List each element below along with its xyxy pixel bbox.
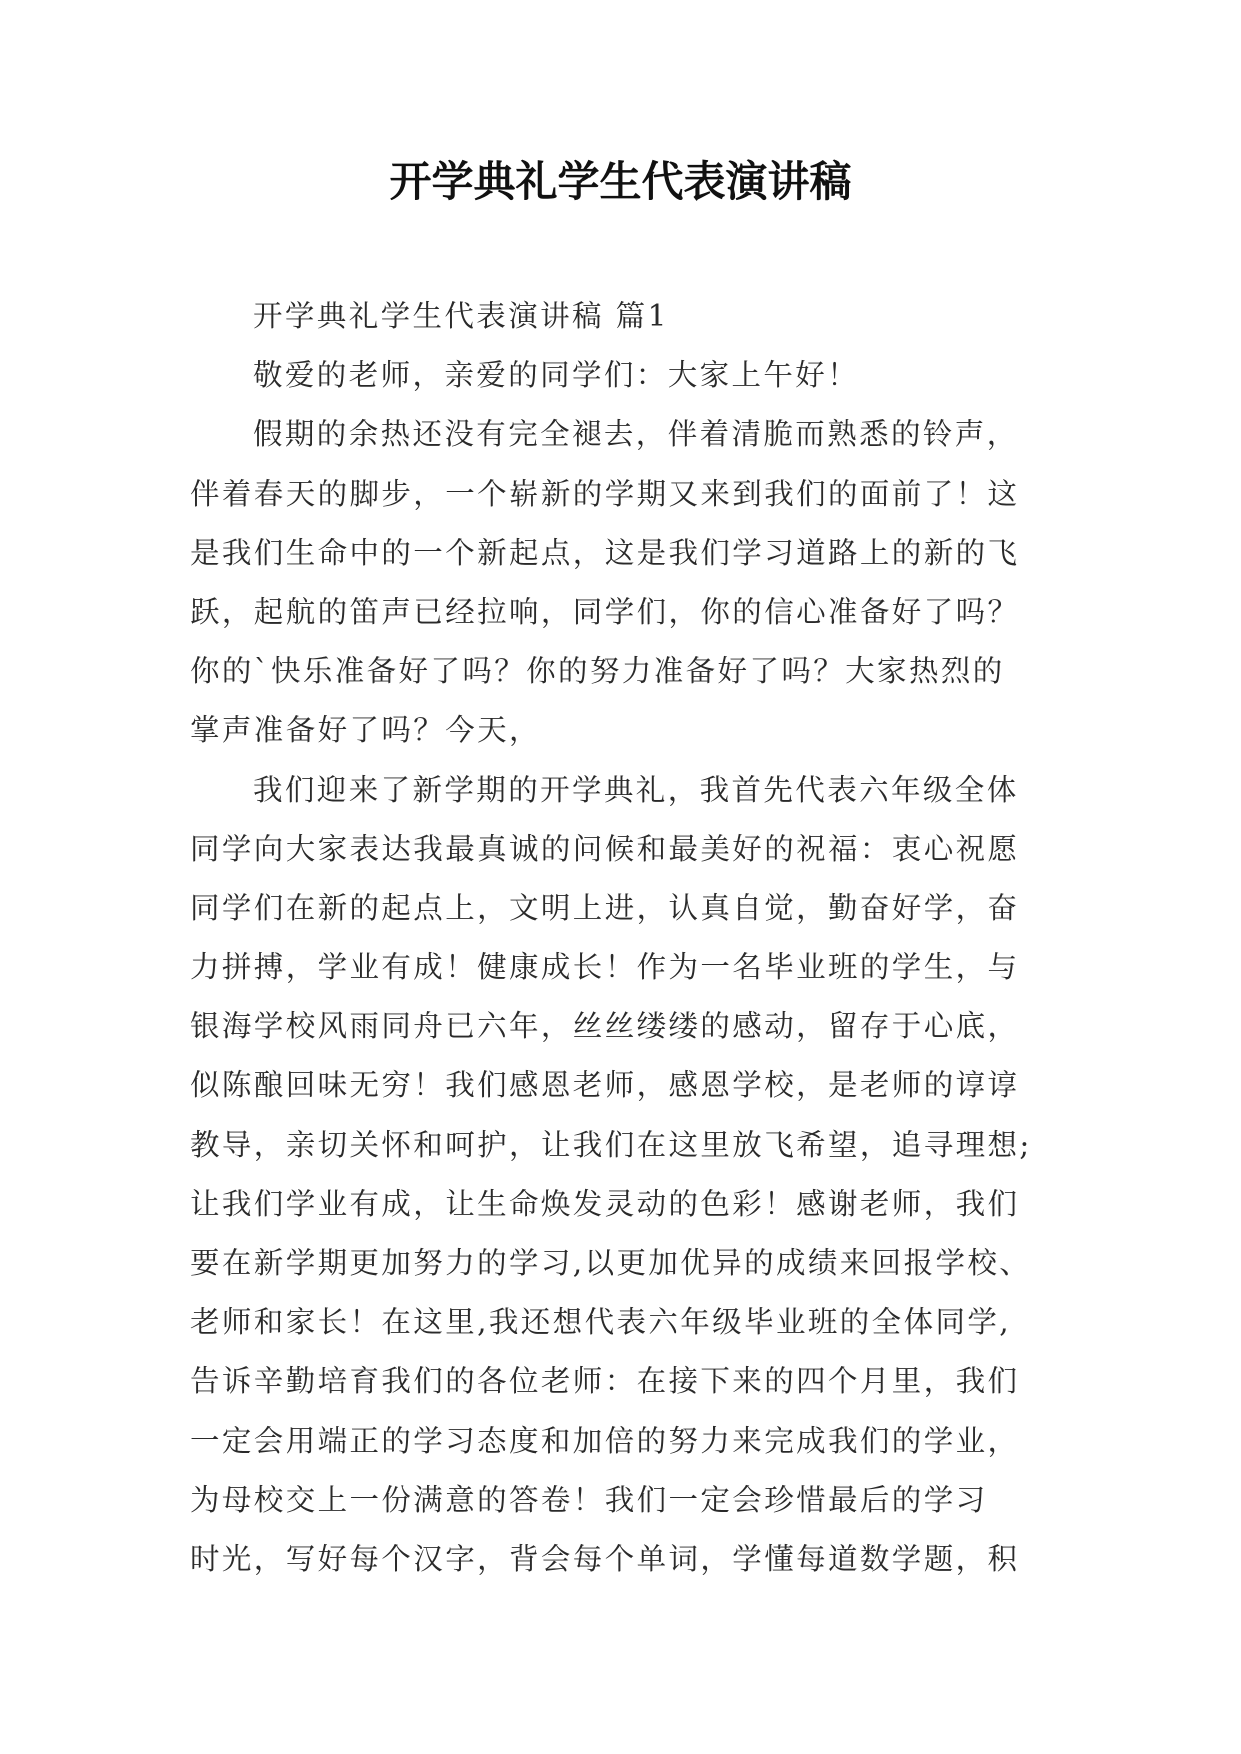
text-line: 同学向大家表达我最真诚的问候和最美好的祝福：衷心祝愿 [190, 831, 1020, 866]
text-line: 为母校交上一份满意的答卷！我们一定会珍惜最后的学习 [190, 1482, 988, 1517]
text-line: 力拼搏，学业有成！健康成长！作为一名毕业班的学生，与 [190, 950, 1020, 985]
document-title: 开学典礼学生代表演讲稿 [389, 157, 852, 206]
text-line: 开学典礼学生代表演讲稿 篇1 [253, 299, 669, 333]
text-line: 你的`快乐准备好了吗？你的努力准备好了吗？大家热烈的 [190, 654, 1005, 689]
text-line: 我们迎来了新学期的开学典礼，我首先代表六年级全体 [253, 772, 1019, 807]
text-line: 要在新学期更加努力的学习,以更加优异的成绩来回报学校、 [190, 1246, 1032, 1280]
text-line: 伴着春天的脚步，一个崭新的学期又来到我们的面前了！这 [190, 476, 1020, 511]
text-line: 同学们在新的起点上，文明上进，认真自觉，勤奋好学，奋 [190, 890, 1020, 925]
text-line: 告诉辛勤培育我们的各位老师：在接下来的四个月里，我们 [190, 1364, 1020, 1399]
text-line: 老师和家长！在这里,我还想代表六年级毕业班的全体同学, [190, 1305, 1012, 1340]
text-line: 银海学校风雨同舟已六年，丝丝缕缕的感动，留存于心底， [190, 1009, 1020, 1044]
document-body [190, 287, 1050, 1589]
text-line: 跃，起航的笛声已经拉响，同学们，你的信心准备好了吗？ [190, 594, 1020, 629]
text-line: 敬爱的老师，亲爱的同学们：大家上午好！ [253, 358, 860, 393]
text-line: 教导，亲切关怀和呵护，让我们在这里放飞希望，追寻理想; [190, 1127, 1032, 1162]
text-line: 时光，写好每个汉字，背会每个单词，学懂每道数学题，积 [190, 1541, 1020, 1576]
text-line: 假期的余热还没有完全褪去，伴着清脆而熟悉的铃声， [253, 417, 1019, 452]
text-line: 是我们生命中的一个新起点，这是我们学习道路上的新的飞 [190, 535, 1020, 570]
text-line: 似陈酿回味无穷！我们感恩老师，感恩学校，是老师的谆谆 [190, 1068, 1020, 1103]
text-line: 掌声准备好了吗？今天， [190, 713, 541, 748]
text-line: 一定会用端正的学习态度和加倍的努力来完成我们的学业， [190, 1423, 1020, 1458]
text-line: 让我们学业有成，让生命焕发灵动的色彩！感谢老师，我们 [190, 1186, 1020, 1221]
